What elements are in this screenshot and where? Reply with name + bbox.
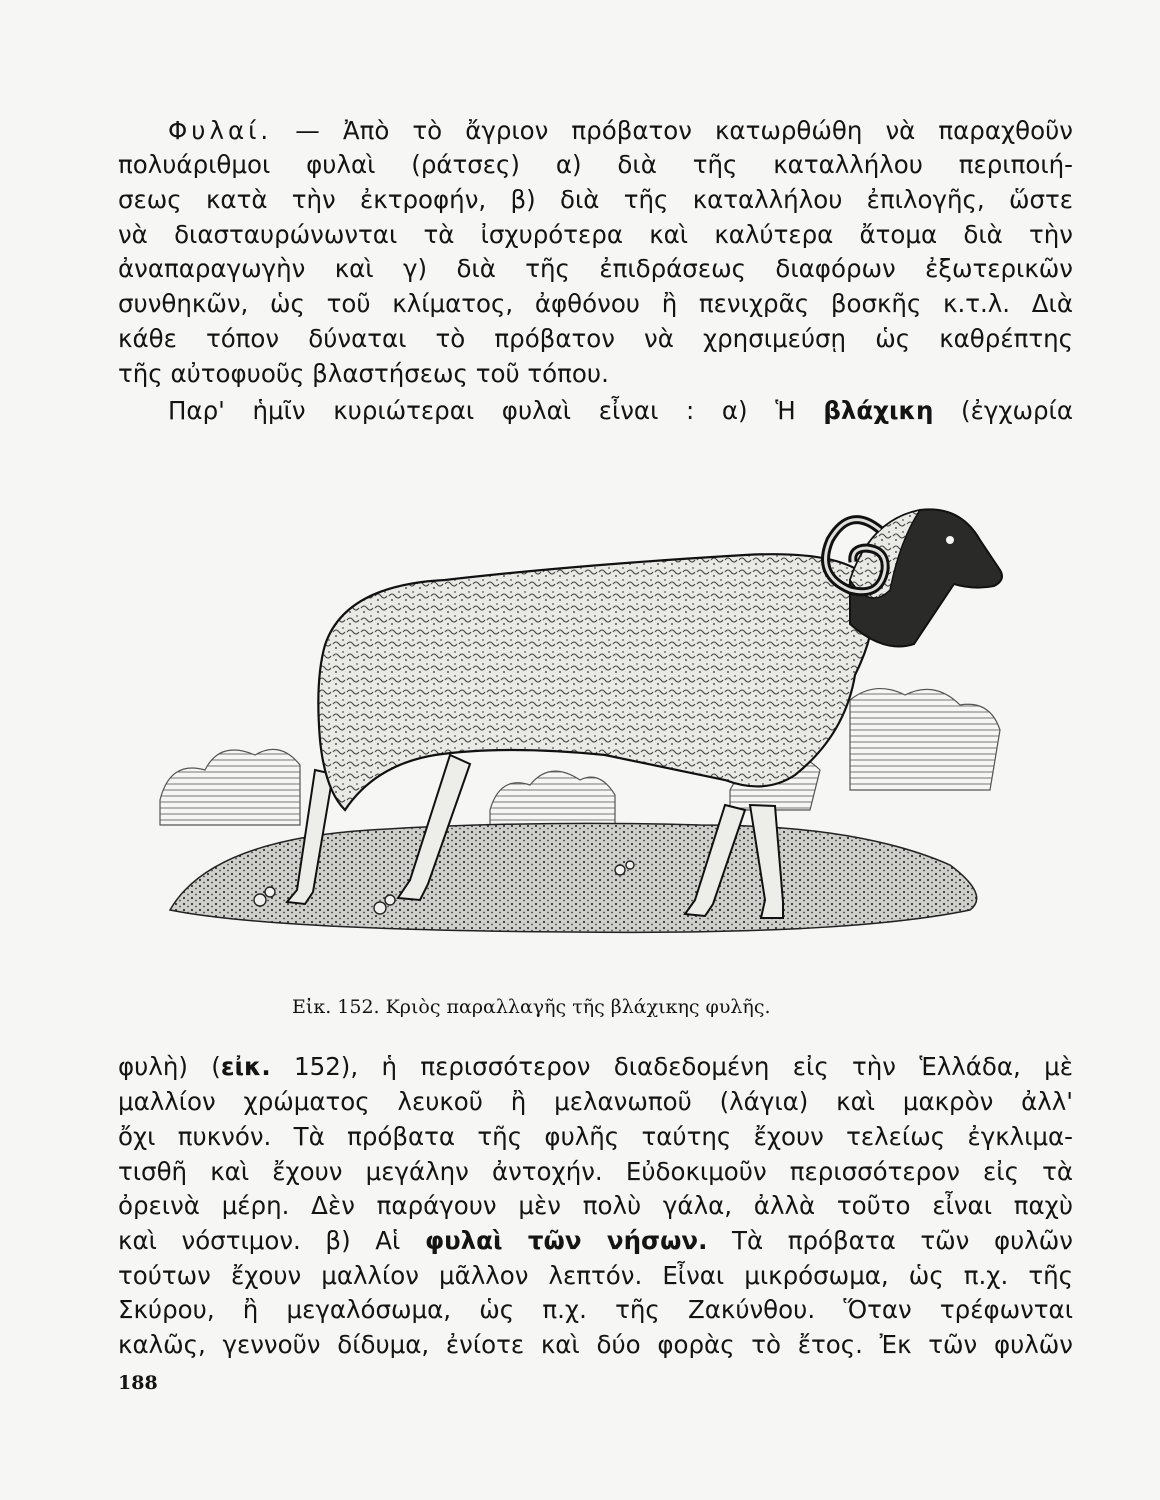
text-line: τῆς αὐτοφυοῦς βλαστήσεως τοῦ τόπου. bbox=[118, 359, 609, 388]
text-line: Παρ' ἡμῖν κυριώτεραι φυλαὶ εἶναι : α) Ἡ βλάχικη (ἐγχωρία bbox=[168, 396, 1073, 425]
text-line: καλῶς, γεννοῦν δίδυμα, ἐνίοτε καὶ δύο φορὰς τὸ ἔτος. Ἐκ τῶν φυλῶν bbox=[118, 1330, 1073, 1359]
page-number: 188 bbox=[118, 1372, 158, 1394]
ram-illustration bbox=[150, 470, 1030, 950]
section-heading: Φυλαί. bbox=[168, 116, 273, 145]
breed-name-islands: φυλαὶ τῶν νήσων. bbox=[424, 1226, 708, 1255]
text-line: τούτων ἔχουν μαλλίον μᾶλλον λεπτόν. Εἶναι μικρόσωμα, ὡς π.χ. τῆς bbox=[118, 1261, 1073, 1290]
figure-caption: Εἰκ. 152. Κριὸς παραλλαγῆς τῆς βλάχικης φυλῆς. bbox=[292, 996, 771, 1018]
text-line: τισθῆ καὶ ἔχουν μεγάλην ἀντοχήν. Εὐδοκιμοῦν περισσότερον εἰς τὰ bbox=[118, 1157, 1073, 1186]
text-line: ὄχι πυκνόν. Τὰ πρόβατα τῆς φυλῆς ταύτης ἔχουν τελείως ἐγκλιμα- bbox=[118, 1122, 1073, 1151]
text-line: Σκύρου, ἢ μεγαλόσωμα, ὡς π.χ. τῆς Ζακύνθου. Ὅταν τρέφωνται bbox=[118, 1295, 1073, 1324]
text-line: φυλὴ) (εἰκ. 152), ἡ περισσότερον διαδεδομένη εἰς τὴν Ἑλλάδα, μὲ bbox=[118, 1052, 1073, 1081]
text-line: κάθε τόπον δύναται τὸ πρόβατον νὰ χρησιμεύσῃ ὡς καθρέπτης bbox=[118, 324, 1073, 353]
text-line: ἀναπαραγωγὴν καὶ γ) διὰ τῆς ἐπιδράσεως διαφόρων ἐξωτερικῶν bbox=[118, 254, 1073, 283]
text-line: νὰ διασταυρώνωνται τὰ ἰσχυρότερα καὶ καλύτερα ἄτομα διὰ τὴν bbox=[118, 220, 1073, 249]
ram-eye bbox=[946, 536, 954, 544]
text-line: σεως κατὰ τὴν ἐκτροφήν, β) διὰ τῆς καταλλήλου ἐπιλογῆς, ὥστε bbox=[118, 185, 1073, 214]
breed-name-vlachiki: βλάχικη bbox=[823, 396, 934, 425]
text-line: συνθηκῶν, ὡς τοῦ κλίματος, ἀφθόνου ἢ πενιχρᾶς βοσκῆς κ.τ.λ. Διὰ bbox=[118, 289, 1073, 318]
text-line: μαλλίον χρώματος λευκοῦ ἢ μελανωποῦ (λάγια) καὶ μακρὸν ἀλλ' bbox=[118, 1087, 1073, 1116]
ram-body bbox=[318, 554, 873, 810]
text-line: πολυάριθμοι φυλαὶ (ράτσες) α) διὰ τῆς καταλλήλου περιποιή- bbox=[118, 150, 1073, 179]
ground bbox=[170, 823, 977, 932]
text-line: Φυλαί. — Ἀπὸ τὸ ἄγριον πρόβατον κατωρθώθη νὰ παραχθοῦν bbox=[168, 116, 1073, 145]
text-line: ὀρεινὰ μέρη. Δὲν παράγουν μὲν πολὺ γάλα, ἀλλὰ τοῦτο εἶναι παχὺ bbox=[118, 1191, 1073, 1220]
text-line: καὶ νόστιμον. β) Αἱ φυλαὶ τῶν νήσων. Τὰ πρόβατα τῶν φυλῶν bbox=[118, 1226, 1073, 1255]
